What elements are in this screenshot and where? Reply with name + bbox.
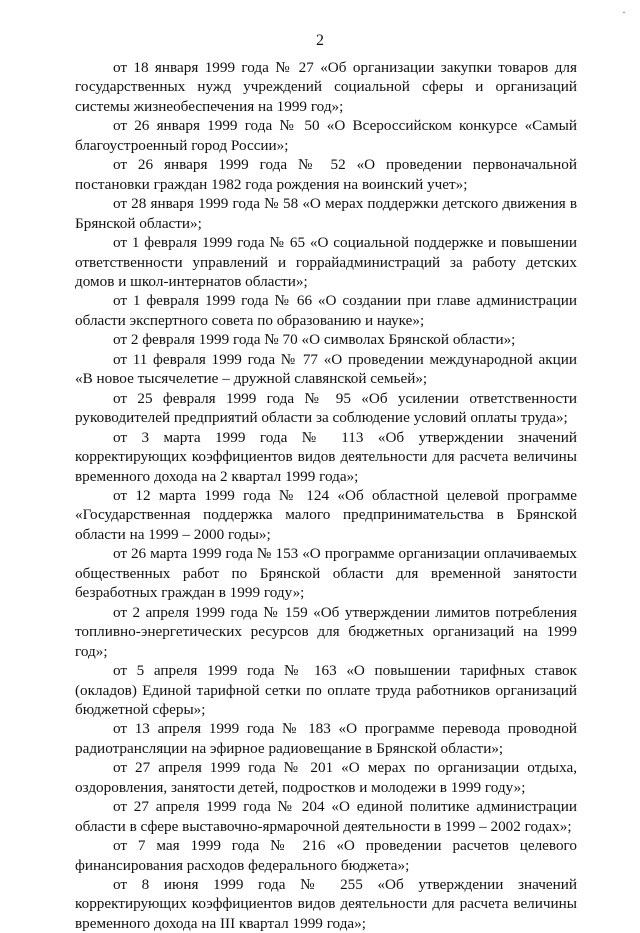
- list-item-decree-66: от 1 февраля 1999 года № 66 «О создании при главе администрации области экспертного совета по образованию и науке»;: [75, 292, 577, 329]
- list-item-decree-255: от 8 июня 1999 года № 255 «Об утверждении значений корректирующих коэффициентов видов деятельности для расчета величины временного дохода на III квартал 1999 года»;: [75, 876, 577, 932]
- list-item-decree-70: от 2 февраля 1999 года № 70 «О символах Брянской области»;: [113, 331, 516, 349]
- list-item-decree-27: от 18 января 1999 года № 27 «Об организации закупки товаров для государственных нужд учреждений социальной сферы и организаций системы жизнеобеспечения на 1999 год»;: [75, 59, 577, 115]
- list-item-decree-65: от 1 февраля 1999 года № 65 «О социальной поддержке и повышении ответственности управлений и горрайадминистраций за работу детских домов и школ-интернатов области»;: [75, 234, 577, 290]
- list-item-decree-204: от 27 апреля 1999 года № 204 «О единой политике администрации области в сфере выставочно-ярмарочной деятельности в 1999 – 2002 годах»;: [75, 798, 577, 835]
- list-item-decree-58: от 28 января 1999 года № 58 «О мерах поддержки детского движения в Брянской области»;: [75, 195, 577, 232]
- list-item-decree-163: от 5 апреля 1999 года № 163 «О повышении тарифных ставок (окладов) Единой тарифной сетки по оплате труда работников организаций бюджетной сферы»;: [75, 662, 577, 718]
- list-item-decree-183: от 13 апреля 1999 года № 183 «О программе перевода проводной радиотрансляции на эфирное радиовещание в Брянской области»;: [75, 720, 577, 757]
- list-item-decree-153: от 26 марта 1999 года № 153 «О программе организации оплачиваемых общественных работ по Брянской области для временной занятости безработных граждан в 1999 году»;: [75, 545, 577, 602]
- list-item-decree-216: от 7 мая 1999 года № 216 «О проведении расчетов целевого финансирования расходов федерального бюджета»;: [75, 837, 577, 874]
- corner-mark: ·: [622, 5, 626, 19]
- list-item-decree-50: от 26 января 1999 года № 50 «О Всероссийском конкурсе «Самый благоустроенный город России»;: [75, 117, 577, 154]
- list-item-decree-52: от 26 января 1999 года № 52 «О проведении первоначальной постановки граждан 1982 года рождения на воинский учет»;: [75, 156, 577, 193]
- page-number: 2: [316, 32, 324, 49]
- list-item-decree-77: от 11 февраля 1999 года № 77 «О проведении международной акции «В новое тысячелетие – дружной славянской семьей»;: [75, 350, 577, 388]
- list-item-decree-95: от 25 февраля 1999 года № 95 «Об усилении ответственности руководителей предприятий области за соблюдение условий оплаты труда»;: [75, 389, 577, 427]
- list-item-decree-159: от 2 апреля 1999 года № 159 «Об утверждении лимитов потребления топливно-энергетических ресурсов для бюджетных организаций на 1999 год»;: [75, 603, 577, 660]
- list-item-decree-113: от 3 марта 1999 года № 113 «Об утверждении значений корректирующих коэффициентов видов деятельности для расчета величины временного дохода на 2 квартал 1999 года»;: [75, 428, 577, 485]
- list-item-decree-201: от 27 апреля 1999 года № 201 «О мерах по организации отдыха, оздоровления, занятости детей, подростков и молодежи в 1999 году»;: [75, 759, 577, 796]
- document-body: [75, 58, 577, 933]
- list-item-decree-124: от 12 марта 1999 года № 124 «Об областной целевой программе «Государственная поддержка малого предпринимательства в Брянской области на 1999 – 2000 годы»;: [75, 486, 577, 543]
